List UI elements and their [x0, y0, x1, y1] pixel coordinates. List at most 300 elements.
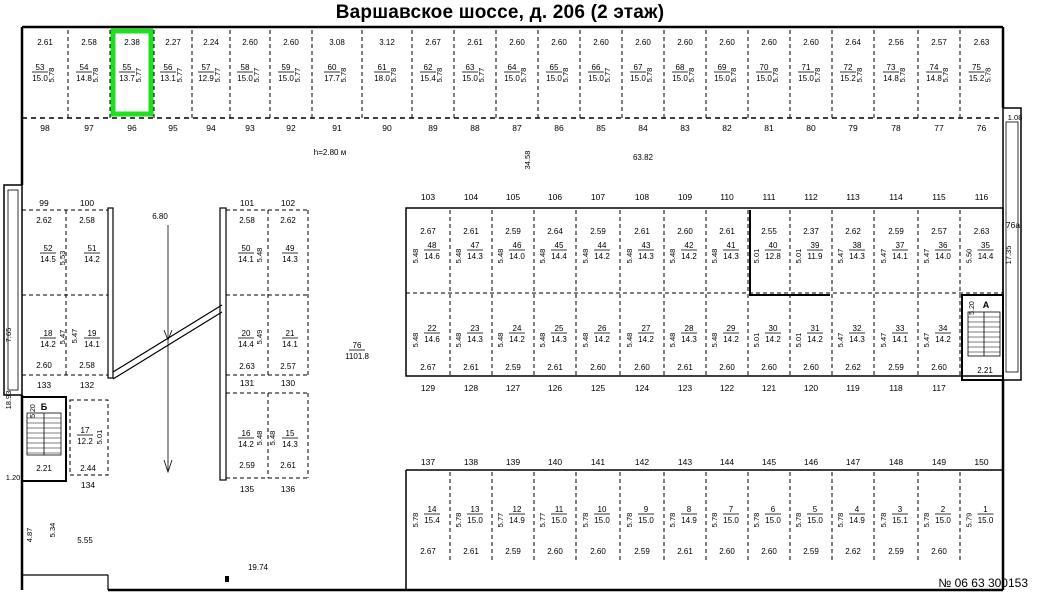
space-label: 105: [505, 192, 521, 202]
space-depth: 5.48: [411, 248, 420, 264]
space-41-number: 41: [726, 241, 736, 250]
space-label: 90: [382, 123, 392, 133]
space-width: 2.60: [761, 547, 777, 556]
left-bottom-width: 2.60: [36, 361, 52, 370]
space-label: 124: [634, 383, 650, 393]
space-44-number: 44: [597, 241, 607, 250]
space-width: 2.62: [845, 547, 861, 556]
space-27-area: 14.2: [638, 335, 654, 344]
space-depth: 5.78: [389, 67, 398, 83]
space-width: 3.12: [379, 38, 395, 47]
ramp-line: [113, 312, 222, 379]
space-depth: 5.48: [710, 332, 719, 348]
space-70-area: 15.0: [756, 74, 772, 83]
mid-top-width: 2.58: [239, 216, 255, 225]
space-1-number: 1: [983, 505, 988, 514]
space-25-area: 14.3: [551, 335, 567, 344]
space-width: 2.67: [425, 38, 441, 47]
space-width: 2.60: [719, 547, 735, 556]
space-10-number: 10: [597, 505, 607, 514]
space-label: 109: [677, 192, 693, 202]
space-label: 79: [848, 123, 858, 133]
space-width: 2.60: [803, 363, 819, 372]
space-depth: 5.78: [454, 512, 463, 528]
space-39-number: 39: [810, 241, 820, 250]
space-width: 2.60: [635, 38, 651, 47]
space-13-number: 13: [470, 505, 480, 514]
mid-bottom-width: 2.59: [239, 461, 255, 470]
space-64-number: 64: [507, 63, 517, 72]
space-12-number: 12: [512, 505, 522, 514]
space-width: 2.62: [845, 363, 861, 372]
space-depth: 5.78: [771, 67, 780, 83]
mid-bottom-number: 136: [280, 484, 296, 494]
left-bottom-number: 133: [36, 380, 52, 390]
stair-a-dim: 2.21: [977, 366, 993, 375]
space-width: 2.60: [761, 38, 777, 47]
space-label: 150: [974, 457, 989, 467]
space-depth: 5.78: [519, 67, 528, 83]
space-label: 95: [168, 123, 178, 133]
space-72-number: 72: [843, 63, 853, 72]
space-56-area: 13.1: [160, 74, 176, 83]
space-depth: 5.47: [58, 329, 67, 345]
space-65-area: 15.0: [546, 74, 562, 83]
space-label: 107: [590, 192, 606, 202]
space-depth: 5.48: [625, 248, 634, 264]
space-depth: 5.78: [794, 512, 803, 528]
dimension-label: 34.58: [523, 150, 532, 170]
space-depth: 5.78: [339, 67, 348, 83]
space-depth: 5.48: [581, 332, 590, 348]
space-depth: 5.78: [855, 67, 864, 83]
space-width: 2.61: [467, 38, 483, 47]
space-72-area: 15.2: [840, 74, 856, 83]
space-label: 127: [505, 383, 521, 393]
space-7-area: 15.0: [723, 516, 739, 525]
space-depth: 5.47: [836, 332, 845, 348]
space-depth: 5.77: [496, 512, 505, 528]
space-15-area: 14.3: [282, 440, 298, 449]
space-47-number: 47: [470, 241, 480, 250]
space-depth: 5.49: [255, 329, 264, 345]
space-width: 2.57: [931, 38, 947, 47]
stair-a-dim: 5.20: [969, 301, 976, 315]
space-label: 137: [420, 457, 436, 467]
space-depth: 5.50: [964, 248, 974, 264]
space-depth: 5.01: [794, 332, 803, 348]
space-2-number: 2: [940, 505, 946, 514]
space-34-area: 14.2: [935, 335, 951, 344]
space-48-area: 14.6: [424, 252, 440, 261]
space-36-area: 14.0: [935, 252, 951, 261]
space-38-number: 38: [852, 241, 862, 250]
space-label: 78: [891, 123, 901, 133]
space-15-number: 15: [285, 429, 295, 438]
space-49-number: 49: [285, 244, 295, 253]
space-width: 2.64: [845, 38, 861, 47]
space-label: 117: [932, 383, 946, 393]
space-6-area: 15.0: [765, 516, 781, 525]
space-depth: 5.77: [603, 67, 612, 83]
common-area-number: 76: [352, 341, 362, 350]
space-3-number: 3: [897, 505, 903, 514]
space-13-area: 15.0: [467, 516, 483, 525]
space-depth: 5.47: [922, 248, 931, 264]
space-54-area: 14.8: [76, 74, 92, 83]
space-width: 2.61: [719, 227, 735, 236]
space-56-number: 56: [163, 63, 173, 72]
space-label: 108: [634, 192, 650, 202]
space-depth: 5.78: [898, 67, 907, 83]
space-label: 106: [547, 192, 563, 202]
left-top-width: 2.58: [79, 216, 95, 225]
space-width: 2.24: [203, 38, 219, 47]
space-55-number: 55: [122, 63, 132, 72]
space-label: 148: [888, 457, 904, 467]
space-label: 80: [806, 123, 816, 133]
mid-number: 131: [239, 378, 255, 388]
space-depth: 5.48: [668, 332, 677, 348]
space-44-area: 14.2: [594, 252, 610, 261]
dimension-label: 19.74: [247, 563, 269, 572]
space-36-number: 36: [938, 241, 948, 250]
dimension-label: 1.20: [5, 473, 21, 482]
space-50-number: 50: [241, 244, 251, 253]
space-depth: 5.48: [454, 248, 463, 264]
document-number: № 06 63 300153: [938, 576, 1028, 590]
space-30-number: 30: [768, 324, 778, 333]
mid-number: 130: [280, 378, 296, 388]
space-width: 2.60: [634, 363, 650, 372]
space-width: 2.59: [888, 227, 904, 236]
space-label: 94: [206, 123, 216, 133]
space-18-area: 14.2: [40, 340, 56, 349]
space-label: 92: [286, 123, 296, 133]
space-width: 2.61: [677, 363, 693, 372]
space-depth: 5.77: [175, 67, 184, 83]
space-width: 2.67: [420, 547, 436, 556]
space-62-area: 15.4: [420, 74, 436, 83]
space-depth: 5.78: [47, 67, 56, 83]
space-width: 2.60: [931, 547, 947, 556]
space-5-area: 15.0: [807, 516, 823, 525]
space-label: 76: [976, 123, 987, 133]
space-depth: 5.78: [879, 512, 888, 528]
space-depth: 5.78: [625, 512, 634, 528]
space-75-number: 75: [972, 63, 981, 72]
space-31-number: 31: [810, 324, 820, 333]
dimension-label: 4.87: [25, 527, 34, 543]
space-66-number: 66: [591, 63, 601, 72]
space-depth: 5.53: [58, 250, 67, 266]
dimension-label: 1.08: [1007, 113, 1023, 122]
space-58-area: 15.0: [237, 74, 253, 83]
space-width: 2.60: [677, 38, 693, 47]
space-depth: 5.77: [252, 67, 261, 83]
space-label: 98: [40, 123, 50, 133]
stair-b-letter: Б: [40, 402, 48, 412]
space-5-number: 5: [812, 505, 818, 514]
space-26-number: 26: [597, 324, 607, 333]
space-51-area: 14.2: [84, 255, 100, 264]
space-66-area: 15.0: [588, 74, 604, 83]
space-74-number: 74: [929, 63, 939, 72]
space-label: 134: [80, 480, 96, 490]
space-width: 2.59: [505, 363, 521, 372]
left-top-number: 100: [79, 198, 95, 208]
space-width: 2.60: [719, 363, 735, 372]
space-width: 2.60: [242, 38, 258, 47]
space-width: 2.61: [677, 547, 693, 556]
space-37-number: 37: [895, 241, 905, 250]
space-label: 126: [547, 383, 563, 393]
space-width: 2.59: [505, 227, 521, 236]
space-width: 2.59: [803, 547, 819, 556]
space-2-area: 15.0: [935, 516, 951, 525]
space-75-area: 15.2: [968, 74, 985, 83]
space-width: 2.38: [124, 38, 140, 47]
left-bottom-number: 132: [79, 380, 95, 390]
space-63-number: 63: [465, 63, 475, 72]
space-18-number: 18: [43, 329, 53, 338]
space-67-area: 15.0: [630, 74, 646, 83]
dimension-label: 5.55: [77, 536, 93, 545]
space-depth: 5.48: [255, 247, 264, 263]
space-depth: 5.78: [561, 67, 570, 83]
mid-width: 2.57: [280, 362, 296, 371]
space-depth: 5.78: [581, 512, 590, 528]
space-width: 2.67: [420, 227, 436, 236]
space-label: 139: [505, 457, 521, 467]
space-width: 2.61: [37, 38, 53, 47]
space-35-area: 14.4: [977, 252, 994, 261]
space-depth: 5.78: [836, 512, 845, 528]
space-label: 122: [719, 383, 735, 393]
space-width: 2.61: [547, 363, 563, 372]
space-label: 82: [722, 123, 732, 133]
space-68-number: 68: [675, 63, 685, 72]
space-49-area: 14.3: [282, 255, 298, 264]
space-30-area: 14.2: [765, 335, 781, 344]
space-71-area: 15.0: [798, 74, 814, 83]
space-depth: 5.48: [411, 332, 420, 348]
space-46-number: 46: [512, 241, 522, 250]
space-label: 144: [719, 457, 735, 467]
space-width: 2.59: [590, 227, 606, 236]
space-width: 2.59: [888, 363, 904, 372]
space-label: 111: [762, 192, 776, 202]
mid-bottom-number: 135: [239, 484, 255, 494]
space-label: 116: [974, 192, 989, 202]
space-depth: 5.78: [813, 67, 822, 83]
space-52-area: 14.5: [40, 255, 56, 264]
space-label: 97: [84, 123, 94, 133]
space-4-area: 14.9: [849, 516, 865, 525]
space-label: 123: [677, 383, 693, 393]
space-74-area: 14.8: [926, 74, 942, 83]
space-17-area: 12.2: [77, 437, 93, 446]
space-depth: 5.77: [293, 67, 302, 83]
space-47-area: 14.3: [467, 252, 483, 261]
space-51-number: 51: [87, 244, 97, 253]
space-25-number: 25: [554, 324, 564, 333]
space-width: 2.57: [931, 227, 947, 236]
space-depth: 5.79: [964, 512, 974, 528]
space-28-area: 14.3: [681, 335, 697, 344]
area-76a-label: 76а: [1005, 220, 1021, 230]
space-label: 114: [889, 192, 903, 202]
space-label: 91: [332, 123, 342, 133]
space-1-area: 15.0: [977, 516, 994, 525]
space-width: 2.60: [719, 38, 735, 47]
space-depth: 5.48: [581, 248, 590, 264]
space-42-number: 42: [684, 241, 694, 250]
space-depth: 5.78: [91, 67, 100, 83]
space-8-number: 8: [686, 505, 692, 514]
space-11-area: 15.0: [551, 516, 567, 525]
space-label: 113: [846, 192, 860, 202]
space-22-number: 22: [427, 324, 437, 333]
space-60-number: 60: [327, 63, 337, 72]
space-33-number: 33: [895, 324, 905, 333]
space-width: 2.60: [283, 38, 299, 47]
space-43-number: 43: [641, 241, 651, 250]
space-label: 112: [804, 192, 818, 202]
space-label: 147: [845, 457, 861, 467]
space-27-number: 27: [641, 324, 651, 333]
space-39-area: 11.9: [807, 252, 823, 261]
space-60-area: 17.7: [324, 74, 340, 83]
left-bottom-width: 2.58: [79, 361, 95, 370]
space-45-area: 14.4: [551, 252, 567, 261]
space-width: 2.60: [931, 363, 947, 372]
space-width: 2.55: [761, 227, 777, 236]
space-width: 2.63: [973, 227, 990, 236]
space-label: 119: [846, 383, 860, 393]
space-45-number: 45: [554, 241, 564, 250]
space-17-number: 17: [80, 426, 90, 435]
space-depth: 5.47: [836, 248, 845, 264]
space-label: 143: [677, 457, 693, 467]
space-depth: 5.01: [752, 332, 761, 348]
stair-b-dim: 2.21: [36, 464, 52, 473]
space-depth: 5.48: [496, 332, 505, 348]
left-protrusion-inner: [8, 190, 18, 390]
space-depth: 5.78: [983, 67, 993, 83]
space-label: 118: [889, 383, 903, 393]
space-9-area: 15.0: [638, 516, 654, 525]
space-width: 3.08: [329, 38, 345, 47]
space-depth: 5.78: [752, 512, 761, 528]
space-depth: 5.48: [454, 332, 463, 348]
space-29-area: 14.2: [723, 335, 739, 344]
parking-spaces: [22, 30, 1003, 562]
dimension-label: 5.34: [48, 522, 57, 538]
space-55-area: 13.7: [119, 74, 135, 83]
space-width: 2.58: [81, 38, 97, 47]
space-width: 2.60: [593, 38, 609, 47]
space-depth: 5.47: [879, 332, 888, 348]
space-depth: 5.47: [879, 248, 888, 264]
space-28-number: 28: [684, 324, 694, 333]
space-68-area: 15.0: [672, 74, 688, 83]
mid-block-wall: [220, 208, 226, 480]
space-69-number: 69: [717, 63, 727, 72]
space-width: 2.60: [509, 38, 525, 47]
space-label: 84: [638, 123, 648, 133]
space-width: 2.61: [463, 227, 479, 236]
stair-a-letter: А: [982, 300, 990, 310]
space-depth: 5.77: [213, 67, 222, 83]
space-21-area: 14.1: [282, 340, 298, 349]
space-12-area: 14.9: [509, 516, 525, 525]
mid-top-number: 102: [280, 198, 296, 208]
space-19-area: 14.1: [84, 340, 100, 349]
space-depth: 5.78: [645, 67, 654, 83]
space-depth: 5.78: [435, 67, 444, 83]
space-depth: 5.01: [794, 248, 803, 264]
space-width: 2.60: [590, 547, 606, 556]
space-32-number: 32: [852, 324, 862, 333]
space-label: 146: [803, 457, 819, 467]
space-32-area: 14.3: [849, 335, 865, 344]
space-6-number: 6: [770, 505, 776, 514]
space-depth: 5.78: [411, 512, 420, 528]
space-24-number: 24: [512, 324, 522, 333]
space-4-number: 4: [854, 505, 860, 514]
space-38-area: 14.3: [849, 252, 865, 261]
space-width: 2.59: [634, 547, 650, 556]
space-43-area: 14.3: [638, 252, 654, 261]
plan-title: Варшавское шоссе, д. 206 (2 этаж): [335, 2, 665, 23]
space-label: 93: [245, 123, 255, 133]
space-depth: 5.78: [710, 512, 719, 528]
space-48-number: 48: [427, 241, 437, 250]
space-58-number: 58: [240, 63, 250, 72]
mid-top-number: 101: [239, 198, 255, 208]
space-depth: 5.47: [922, 332, 931, 348]
space-label: 89: [428, 123, 438, 133]
space-depth: 5.78: [668, 512, 677, 528]
space-label: 86: [554, 123, 564, 133]
space-37-area: 14.1: [892, 252, 908, 261]
space-label: 145: [761, 457, 777, 467]
space-73-area: 14.8: [883, 74, 899, 83]
space-9-number: 9: [643, 505, 649, 514]
mid-width: 2.63: [239, 362, 255, 371]
space-67-number: 67: [633, 63, 643, 72]
space-46-area: 14.0: [509, 252, 525, 261]
space-depth: 5.78: [922, 512, 931, 528]
space-depth: 5.48: [668, 248, 677, 264]
space-69-area: 15.0: [714, 74, 730, 83]
space-23-area: 14.3: [467, 335, 483, 344]
column-mark: [225, 576, 229, 582]
space-8-area: 14.9: [681, 516, 697, 525]
space-width: 2.59: [505, 547, 521, 556]
space-73-number: 73: [886, 63, 896, 72]
space-59-number: 59: [281, 63, 291, 72]
space-11-number: 11: [554, 505, 564, 514]
space-depth: 5.47: [70, 328, 79, 344]
left-protrusion: [4, 185, 22, 395]
space-22-area: 14.6: [424, 335, 440, 344]
space-62-number: 62: [423, 63, 433, 72]
space-width: 2.27: [165, 38, 181, 47]
space-width: 2.56: [888, 38, 904, 47]
space-70-number: 70: [759, 63, 769, 72]
